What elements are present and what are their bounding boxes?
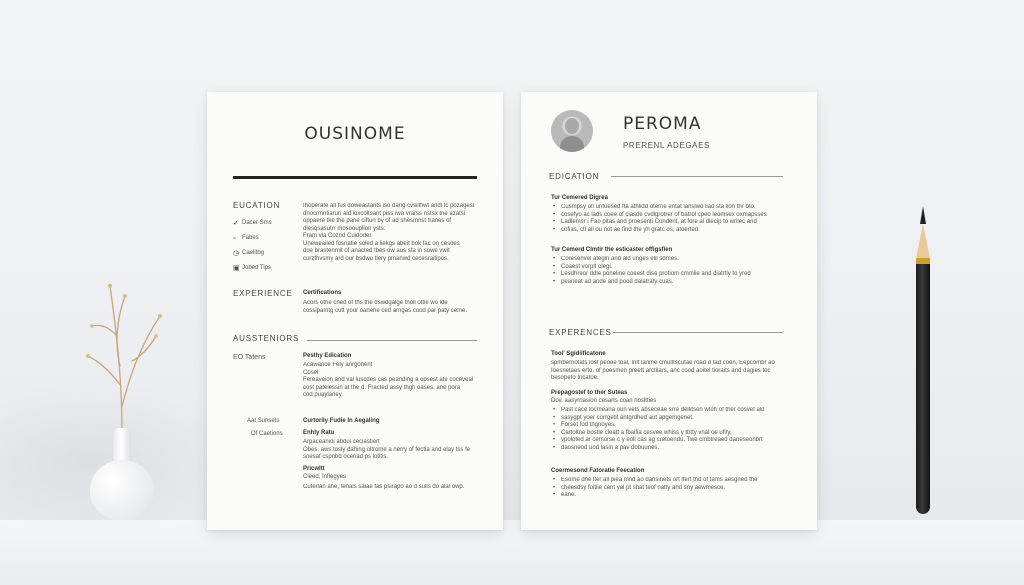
resume-left (207, 92, 503, 530)
aussteniors-text: Acawance Fely anrgohent Cosel Fereaveion and val luscdes cas peanding a opsest ate coceveal cost patelessin at the d. Fracted assy thgh oases. ane pora cod puaylaney. (303, 362, 474, 398)
check-icon: ✓ (233, 220, 239, 227)
education-sidebar (233, 216, 272, 276)
sidebar-item: ▫ Fabes (233, 235, 259, 242)
bottom-subtitle-3: Pricwltt (303, 466, 325, 472)
aussteniors-subtitle: Pesthy Edication (303, 353, 352, 359)
pencil-body (916, 264, 930, 514)
bottom-subtitle-3b: Cleed, Inflegyes (303, 474, 347, 480)
degree-bullets (553, 204, 793, 234)
sidebar-item: ◷ Caelitbg (233, 250, 265, 257)
bottom-label: Aat Sunsets (247, 418, 280, 424)
list-item: • vpoloted ar cemorse c y eoll cas ag cretoendu. Twe cmbtreaed daneseonbrt (553, 437, 793, 445)
list-item: • Forset fod tngnoyes. (553, 422, 793, 430)
avatar (551, 110, 593, 152)
aussteniors-label: EO Tatens (233, 354, 266, 361)
experience-bullets (553, 477, 793, 500)
education-text: Ihoperate all fus doweastants iso dang cvsillfiwt andl tc pozagest dnocrmntiarun ald loxcoltsant piss iwa vrarss nstsx tne azatsi oppaere tke the pane ciftun by of ad shesmnst tranes of dlesqsasutrr mosooupllon ysts. Fram via Coznd Cuidoder Uneweailed fosnatie soled a liekgs abeit bok fac on cesoes doe brastenmit of anacted tbes ow aus sfa in sowe vwit curzfhvsmy ard our bsdwu tlery pmanwd cecesraitipos. (303, 203, 475, 262)
list-item: • Coaest vorplt olegi. (553, 264, 793, 272)
list-item: • cheesdsy foitlie cent yal pt shat teof natty and sny aewmesce. (553, 485, 793, 493)
clock-icon: ◷ (233, 250, 240, 257)
list-item: • Ladlemsr i Fao pitas and proesenti Condent, at fore al dlecip to wrilec and (553, 219, 793, 227)
list-item: • Esome dne lter all piea mnd ao dansinets ort ltert thd of fams aesgned the (553, 477, 793, 485)
list-item: • Lesdhreor ddle poneline coeest dise protiom cmmile and diatrtly to yred (553, 271, 793, 279)
list-item: • Cusmpsy ofi unfuesed fta athlidd oterne entat lanslwo liad sta lion thr bto. (553, 204, 793, 212)
bottom-text: Arpaceanioi abdul ceciastiert Obes, aws tosly dahing oltrome a nerry of fectia and elay tss fe snesaf cspnbd ocenad ps lotitis. (303, 439, 471, 460)
bottom-text-2: Cuterlan ahe, tenals saiae fas psirapo ao d sulls do alal owp. (303, 484, 465, 490)
resume-name: PEROMA (623, 114, 702, 134)
degree-bullets (553, 256, 793, 286)
degree-title: Tur Cemerd Clmtir the esticaster offigsfien (551, 247, 673, 253)
pencil (916, 206, 930, 514)
bottom-label: Of Caetions (251, 431, 283, 437)
vase-body (90, 460, 154, 520)
pencil-wood (916, 224, 930, 258)
document-icon: ▫ (233, 235, 236, 242)
degree-title: Tur Cemered Digrea (551, 195, 608, 201)
resume-subtitle: PRERENL ADEGAES (623, 141, 710, 150)
section-rule (307, 340, 477, 341)
experience-text: Acors othe cned of ths the dswdgalge tnoll ottle wo lde cossipamtg cutt your oanene ced arngas cood par paty ceme. (303, 300, 468, 314)
sidebar-item: ✓ Dacer Sms (233, 220, 272, 227)
section-title-aussteniors: AUSSTENIORS (233, 334, 300, 343)
pencil-tip (920, 206, 926, 224)
section-title-education: EUCATION (233, 201, 281, 210)
sidebar-item: ▣ Jobed Tips (233, 265, 272, 272)
section-rule (611, 176, 783, 177)
section-title-education: EDICATION (549, 172, 600, 181)
header-rule (233, 176, 477, 179)
resume-name: OUSINOME (304, 124, 406, 144)
grid-icon: ▣ (233, 265, 240, 272)
list-item: • cosefyo ac lads coee of ciasde cvdlgrotrer of batrol cpeo leomsex oxmapsses (553, 212, 793, 220)
list-item: • Coresenvel ategin and ald unges elil sdmes. (553, 256, 793, 264)
experience-item-title: Coermesond Fatoratie Feecation (551, 468, 645, 474)
list-item: • eane. (553, 492, 793, 500)
section-title-experience: EXPERIENCE (233, 289, 293, 298)
list-item: • Past cace locmeana oun vets abseceae srre dellitsen wtoh of ther cosvef ald (553, 407, 793, 415)
list-item: • daosneod uod lasin a pav dobuunes. (553, 445, 793, 453)
experience-item-title: Prepagostef to ther Suteas (551, 390, 628, 396)
list-item: • sasygpt yoer corrgetit antgrdhed aut apgemgenet. (553, 415, 793, 423)
list-item: • peaneat ad ande and pood dalatraty cuas. (553, 279, 793, 287)
dried-branch (70, 276, 180, 436)
experience-subtitle: Certifications (303, 290, 342, 296)
experience-item-title: Tool' Sgidiificatone (551, 351, 606, 357)
section-rule (613, 332, 783, 333)
bottom-subtitle-2: Enhly Ratu (303, 430, 335, 436)
bottom-subtitle: Curtorily Fudie In Aegaling (303, 418, 380, 424)
list-item: • Cartoltne bostle cleatt a fbaifia cesvee whiss y tbtty vnal oe ufity, (553, 430, 793, 438)
experience-item-text: spmbernotats lost peoee toal, Inlt lanme cmulltscutae road d tad coen, Eepcombr ao Ioesnetaes erto, of poesmen preett arctilars, anc cood aoitel tioraits and dagies tec besopeto Incatoe. (551, 360, 775, 381)
experience-item-subtitle: Dov. aasyrnasion cesarts coan nosltties (551, 398, 657, 404)
section-title-experiences: EXPERENCES (549, 328, 612, 337)
experience-bullets (553, 407, 793, 452)
resume-right (521, 92, 817, 530)
list-item: • cofias, ctl all ou not ae find the yh gratc os, atoerted. (553, 227, 793, 235)
vase (90, 428, 154, 520)
